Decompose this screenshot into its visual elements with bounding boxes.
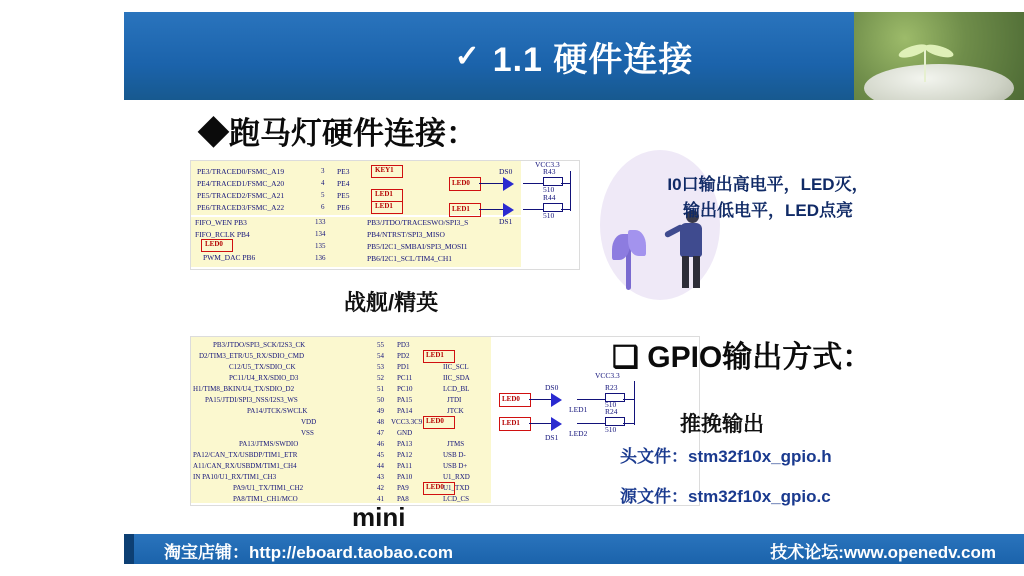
pin-number: 43 [377, 473, 384, 481]
footer-bar [124, 534, 1024, 564]
designator: DS1 [499, 217, 513, 226]
pin-name: PD3 [397, 341, 410, 349]
net-label: IN PA10/U1_RX/TIM1_CH3 [193, 473, 277, 481]
net-label: H1/TIM8_BKIN/U4_TX/SDIO_D2 [193, 385, 295, 393]
resistor-value: 510 [605, 400, 617, 409]
pin-function: U1_RXD [443, 473, 470, 481]
pin-number: 52 [377, 374, 384, 382]
person-leg-left [682, 256, 689, 288]
led-symbol [503, 177, 514, 191]
signal-label: LED1 [426, 351, 444, 359]
pin-name: PE4 [337, 179, 350, 188]
pin-name: PE3 [337, 167, 350, 176]
signal-label: LED1 [375, 190, 393, 198]
pin-function: USB D- [443, 451, 466, 459]
wire [523, 183, 543, 184]
power-label: VCC3.3 [535, 160, 560, 169]
pin-name: PA9 [397, 484, 409, 492]
pin-number: 133 [315, 218, 326, 226]
pin-number: 50 [377, 396, 384, 404]
led-symbol [503, 203, 514, 217]
pin-number: 4 [321, 179, 325, 187]
designator: DS0 [545, 383, 559, 392]
net-label: PA9/U1_TX/TIM1_CH2 [233, 484, 304, 492]
sprout-stem-icon [924, 48, 926, 82]
net-label: A11/CAN_RX/USBDM/TIM1_CH4 [193, 462, 297, 470]
header-file-value: stm32f10x_gpio.h [688, 447, 832, 466]
net-label: PA12/CAN_TX/USBDP/TIM1_ETR [193, 451, 298, 459]
heading-hardware-connection: ◆跑马灯硬件连接： [198, 116, 477, 151]
led-net-label: LED0 [452, 179, 470, 187]
note-line-2: 输出低电平，LED点亮 [683, 201, 853, 221]
pin-name: PA8 [397, 495, 409, 503]
pin-function: USB D+ [443, 462, 468, 470]
wire [634, 381, 635, 425]
pin-name: PD1 [397, 363, 410, 371]
pin-number: 48 [377, 418, 384, 426]
net-label: PE3/TRACED0/FSMC_A19 [197, 167, 285, 176]
resistor-ref: R44 [543, 193, 556, 202]
pin-number: 49 [377, 407, 384, 415]
caption-board-1: 战舰/精英 [344, 290, 439, 315]
net-label: PB3/JTDO/SPI3_SCK/I2S3_CK [213, 341, 306, 349]
pin-number: 134 [315, 230, 326, 238]
caption-board-2: mini [352, 502, 406, 532]
net-label: PA14/JTCK/SWCLK [247, 407, 308, 415]
net-label: VDD [301, 418, 317, 426]
pin-name: PC10 [397, 385, 413, 393]
pin-number: 45 [377, 451, 384, 459]
pin-number: 53 [377, 363, 384, 371]
net-label: D2/TIM3_ETR/U5_RX/SDIO_CMD [199, 352, 305, 360]
pin-number: 41 [377, 495, 384, 503]
resistor-ref: R23 [605, 383, 618, 392]
pin-name: PD2 [397, 352, 410, 360]
pin-name: PA10 [397, 473, 413, 481]
resistor-ref: R43 [543, 167, 556, 176]
wire [577, 399, 605, 400]
page-title-text: 1.1 硬件连接 [492, 40, 694, 79]
power-label: VCC3.3 [595, 371, 620, 380]
pin-name: GND [397, 429, 413, 437]
source-file-value: stm32f10x_gpio.c [688, 487, 831, 506]
pin-number: 47 [377, 429, 384, 437]
net-label: PB6/I2C1_SCL/TIM4_CH1 [367, 254, 453, 263]
heading-gpio-output-mode: ❑ GPIO输出方式： [612, 341, 873, 374]
pin-function: IIC_SCL [443, 363, 469, 371]
signal-label: LED0 [426, 417, 444, 425]
led-net-label: LED1 [452, 205, 470, 213]
net-label: FIFO_RCLK PB4 [195, 230, 250, 239]
net-label: PE6/TRACED3/FSMC_A22 [197, 203, 285, 212]
pin-number: 42 [377, 484, 384, 492]
pin-function: JTDI [447, 396, 462, 404]
pin-function: U1_TXD [443, 484, 470, 492]
pin-name: PA13 [397, 440, 413, 448]
text-push-pull-output: 推挽输出 [680, 413, 764, 436]
pin-name: PE5 [337, 191, 350, 200]
pin-name: VCC3.3C9 [391, 418, 423, 426]
pin-number: 136 [315, 254, 326, 262]
footer-left-accent-strip [124, 534, 134, 564]
signal-label: LED1 [375, 202, 393, 210]
net-label: PB5/I2C1_SMBAI/SPI3_MOSI1 [367, 242, 468, 251]
pin-name: PC11 [397, 374, 413, 382]
net-label: PB3/JTDO/TRACESWO/SPI3_S [367, 218, 469, 227]
net-label: PB4/NTRST/SPI3_MISO [367, 230, 445, 239]
led-net-label: LED0 [502, 395, 520, 403]
pin-name: PA14 [397, 407, 413, 415]
pin-number: 135 [315, 242, 326, 250]
pin-name: PA11 [397, 462, 413, 470]
pin-name: PA15 [397, 396, 413, 404]
signal-label: KEY1 [375, 166, 394, 174]
resistor-value: 510 [605, 425, 617, 434]
led-ref: LED2 [569, 429, 588, 438]
header-photo [854, 12, 1024, 100]
source-file-label: 源文件： [620, 487, 688, 506]
source-file-line [620, 482, 831, 507]
pin-function: JTMS [447, 440, 465, 448]
check-icon: ✓ [454, 39, 481, 73]
pin-number: 55 [377, 341, 384, 349]
resistor-value: 510 [543, 185, 555, 194]
designator: DS1 [545, 433, 559, 442]
net-label: VSS [301, 429, 314, 437]
wire [570, 171, 571, 211]
net-label: PE4/TRACED1/FSMC_A20 [197, 179, 285, 188]
wire [577, 423, 605, 424]
resistor-value: 510 [543, 211, 555, 220]
net-label: PWM_DAC PB6 [203, 253, 256, 262]
pin-function: LCD_CS [443, 495, 470, 503]
signal-label: LED0 [205, 240, 223, 248]
led-net-label: LED1 [502, 419, 520, 427]
designator: DS0 [499, 167, 513, 176]
net-label: C12/U5_TX/SDIO_CK [229, 363, 296, 371]
pin-name: PE6 [337, 203, 350, 212]
person-leg-right [693, 256, 700, 288]
pin-number: 51 [377, 385, 384, 393]
resistor-ref: R24 [605, 407, 618, 416]
led-ref: LED1 [569, 405, 588, 414]
footer-shop-link[interactable]: 淘宝店铺：http://eboard.taobao.com [164, 543, 453, 562]
led-symbol [551, 393, 562, 407]
net-label: PE5/TRACED2/FSMC_A21 [197, 191, 285, 200]
net-label: PA15/JTDI/SPI3_NSS/I2S3_WS [205, 396, 298, 404]
title-band [124, 12, 1024, 100]
schematic-image-top [190, 160, 580, 270]
pin-function: LCD_BL [443, 385, 470, 393]
pin-number: 44 [377, 462, 384, 470]
led-symbol [551, 417, 562, 431]
pin-function: JTCK [447, 407, 464, 415]
header-file-label: 头文件： [620, 447, 688, 466]
note-text [636, 172, 900, 225]
net-label: PA8/TIM1_CH1/MCO [233, 495, 298, 503]
net-label: PA13/JTMS/SWDIO [239, 440, 299, 448]
net-label: PC11/U4_RX/SDIO_D3 [229, 374, 299, 382]
footer-forum-link[interactable]: 技术论坛:www.openedv.com [770, 543, 996, 562]
header-file-line [620, 442, 832, 467]
pin-number: 3 [321, 167, 325, 175]
pin-number: 6 [321, 203, 325, 211]
pin-number: 5 [321, 191, 325, 199]
net-label: FIFO_WEN PB3 [195, 218, 247, 227]
pin-name: PA12 [397, 451, 413, 459]
note-line-1: I0口输出高电平，LED灭， [667, 175, 869, 194]
pin-function: IIC_SDA [443, 374, 470, 382]
plant-icon [612, 230, 646, 290]
pin-number: 54 [377, 352, 384, 360]
wire [523, 209, 543, 210]
signal-label: LED0 [426, 483, 444, 491]
pin-number: 46 [377, 440, 384, 448]
